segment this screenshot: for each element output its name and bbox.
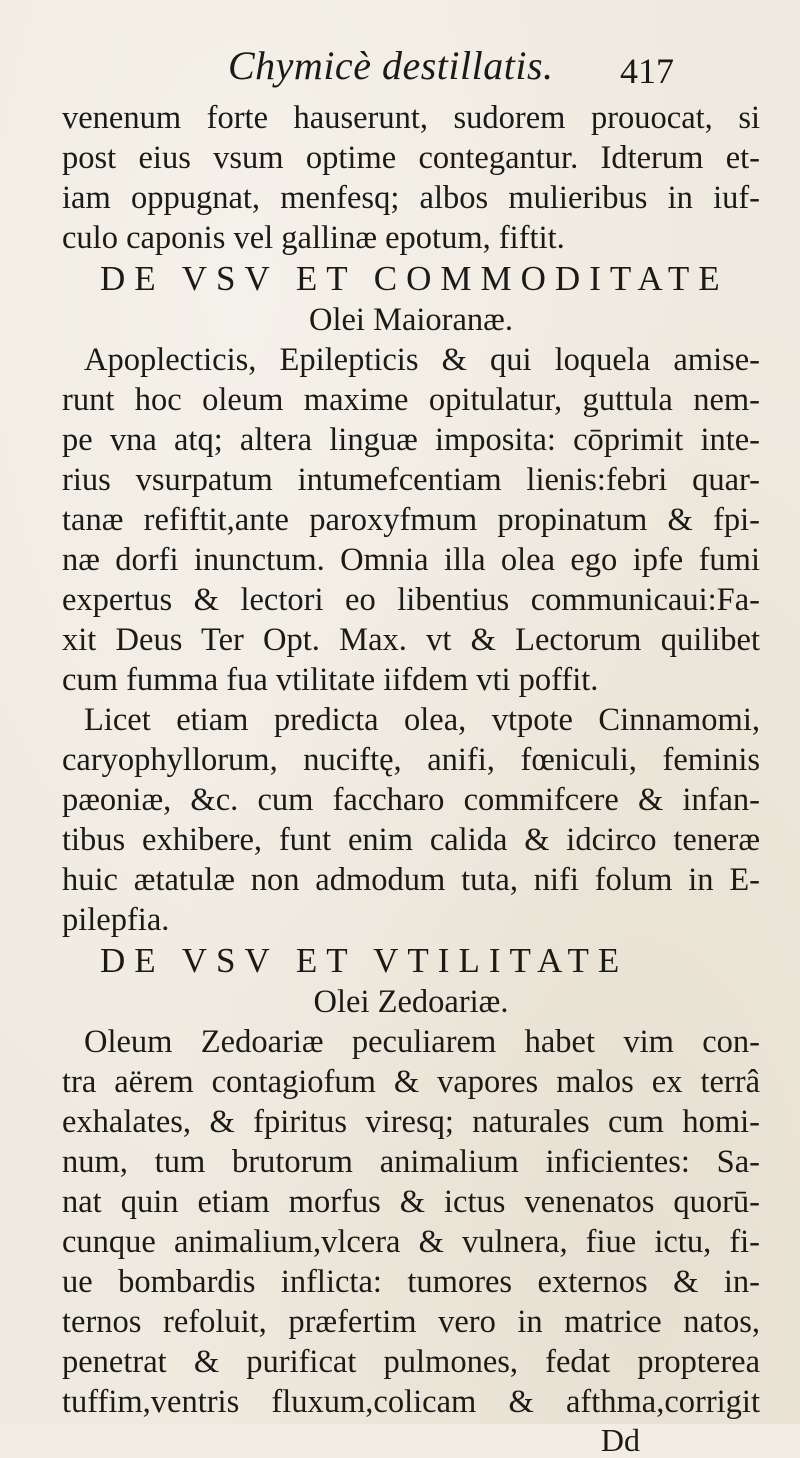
text-line: post eius vsum optime contegantur. Idterum et- [62, 140, 760, 176]
signature-mark: Dd [600, 1422, 640, 1458]
text-line: pæoniæ, &c. cum faccharo commifcere & infan- [62, 782, 760, 818]
text-line: ue bombardis inflicta: tumores externos & in- [62, 1264, 760, 1300]
text-line: venenum forte hauserunt, sudorem prouocat, si [62, 100, 760, 136]
section-heading: DE VSV ET VTILITATE [100, 941, 629, 980]
text-line: exhalates, & fpiritus viresq; naturales cum homi- [62, 1104, 760, 1140]
text-line: pe vna atq; altera linguæ imposita: cōprimit inte- [62, 422, 760, 458]
text-line: nat quin etiam morfus & ictus venenatos quorū- [62, 1184, 760, 1220]
section-heading: DE VSV ET COMMODITATE [100, 259, 729, 298]
text-line: culo caponis vel gallinæ epotum, fiftit. [62, 220, 565, 256]
text-line: tuffim,ventris fluxum,colicam & afthma,corrigit [62, 1384, 760, 1420]
section-subheading: Olei Maioranæ. [309, 302, 513, 338]
text-line: tanæ refiftit,ante paroxyfmum propinatum & fpi- [62, 502, 760, 538]
text-line: tibus exhibere, funt enim calida & idcirco teneræ [62, 822, 760, 858]
text-line: expertus & lectori eo libentius communicaui:Fa- [62, 582, 760, 618]
text-line: Apoplecticis, Epilepticis & qui loquela amise- [84, 342, 760, 378]
text-line: huic ætatulæ non admodum tuta, nifi folum in E- [62, 862, 760, 898]
text-line: caryophyllorum, nuciftę, anifi, fœniculi, feminis [62, 742, 760, 778]
running-head: Chymicè destillatis. [228, 43, 554, 88]
text-line: iam oppugnat, menfesq; albos mulieribus in iuf- [62, 180, 760, 216]
text-line: cunque animalium,vlcera & vulnera, fiue ictu, fi- [62, 1224, 760, 1260]
text-line: ternos refoluit, præfertim vero in matrice natos, [62, 1304, 760, 1340]
text-line: næ dorfi inunctum. Omnia illa olea ego ipfe fumi [62, 542, 760, 578]
text-line: penetrat & purificat pulmones, fedat propterea [62, 1344, 760, 1380]
text-line: pilepfia. [62, 902, 170, 938]
text-line: xit Deus Ter Opt. Max. vt & Lectorum quilibet [62, 622, 760, 658]
page-body [62, 98, 760, 1458]
text-line: cum fumma fua vtilitate iifdem vti poffit. [62, 662, 599, 698]
text-line: tra aërem contagiofum & vapores malos ex terrâ [62, 1064, 760, 1100]
text-line: Oleum Zedoariæ peculiarem habet vim con- [84, 1024, 760, 1060]
text-line: rius vsurpatum intumefcentiam lienis:febri quar- [62, 462, 760, 498]
page-header [0, 36, 800, 96]
text-line: num, tum brutorum animalium inficientes: Sa- [62, 1144, 760, 1180]
section-subheading: Olei Zedoariæ. [313, 984, 509, 1020]
text-line: Licet etiam predicta olea, vtpote Cinnamomi, [84, 702, 760, 738]
text-line: runt hoc oleum maxime opitulatur, guttula nem- [62, 382, 760, 418]
page-number: 417 [620, 51, 674, 91]
